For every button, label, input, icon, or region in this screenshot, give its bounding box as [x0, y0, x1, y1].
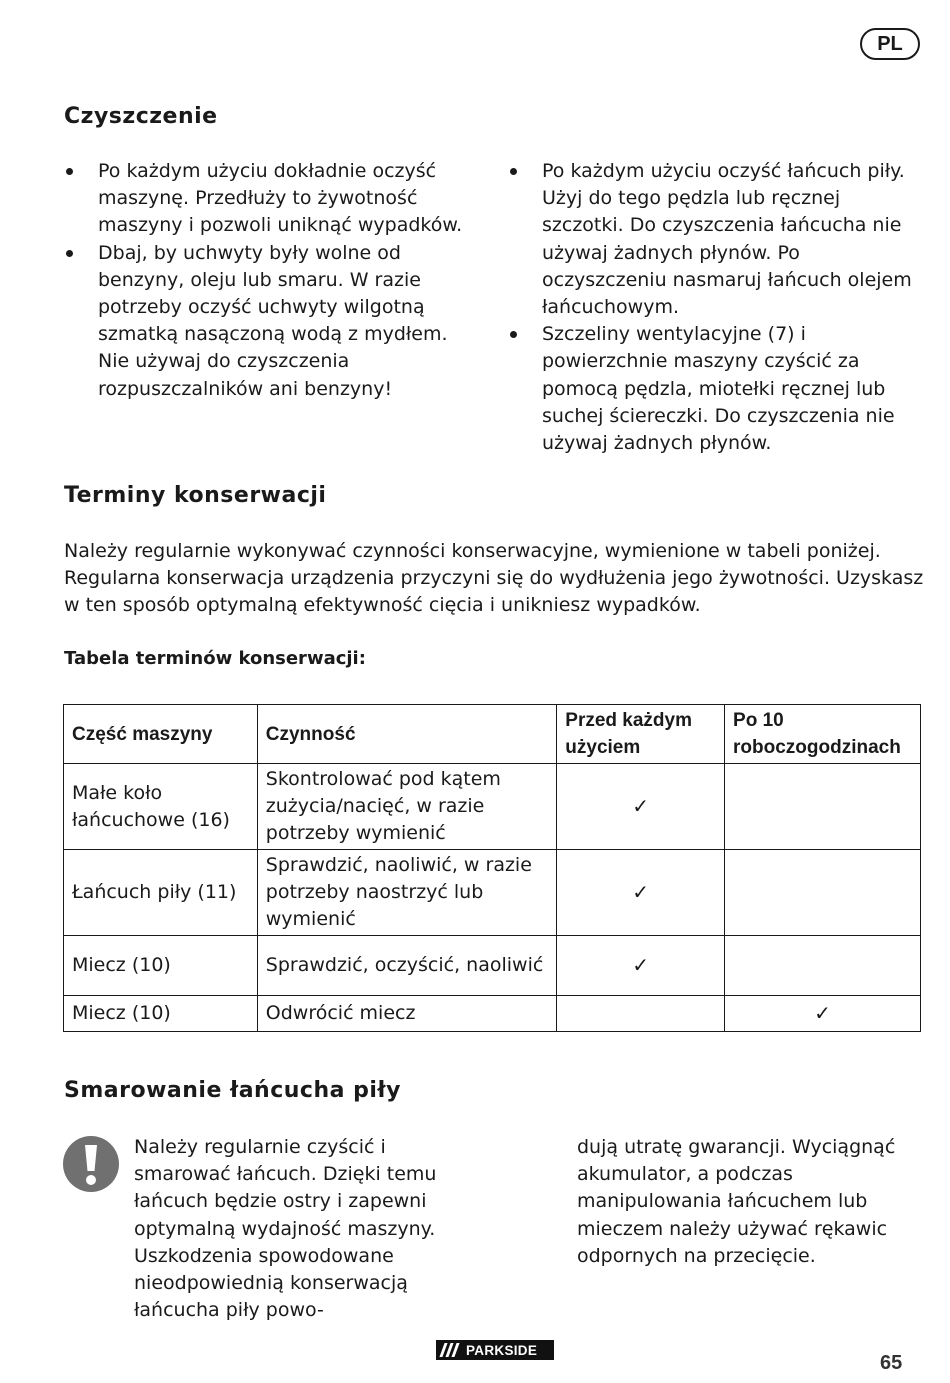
list-item: Dbaj, by uchwyty były wolne od benzyny, oleju lub smaru. W razie potrzeby oczyść uchwyty wilgotną szmatką nasączoną wodą z mydłem. Nie używaj do czyszczenia rozpuszczalników ani benzyny! [64, 240, 476, 403]
section-title-maintenance: Terminy konserwacji [64, 483, 327, 508]
brand-name: PARKSIDE [466, 1342, 538, 1358]
maintenance-intro: Należy regularnie wykonywać czynności konserwacyjne, wymienione w tabeli poniżej. Regularna konserwacja urządzenia przyczyni się do wydłużenia jego żywotności. Uzyskasz w ten sposób optymalną efektywność cięcia i unikniesz wypadków. [64, 540, 924, 617]
maintenance-table [63, 704, 921, 1032]
list-item: Po każdym użyciu oczyść łańcuch piły. Użyj do tego pędzla lub ręcznej szczotki. Do czyszczenia łańcucha nie używaj żadnych płynów. Po oczyszczeniu nasmaruj łańcuch olejem łańcuchowym. [508, 158, 924, 321]
table-cell-check: ✓ [725, 996, 921, 1032]
table-row [64, 996, 921, 1032]
table-cell-check: ✓ [557, 936, 725, 996]
table-cell-part: Miecz (10) [64, 936, 258, 996]
table-cell-action: Skontrolować pod kątem zużycia/nacięć, w razie potrzeby wymienić [257, 764, 557, 850]
table-header-cell: Część maszyny [64, 705, 258, 764]
table-cell-action: Sprawdzić, naoliwić, w razie potrzeby naostrzyć lub wymienić [257, 850, 557, 936]
table-row [64, 936, 921, 996]
section-title-lubrication: Smarowanie łańcucha piły [64, 1078, 401, 1103]
list-item: Po każdym użyciu dokładnie oczyść maszynę. Przedłuży to żywotność maszyny i pozwoli uniknąć wypadków. [64, 158, 476, 240]
language-badge: PL [860, 28, 920, 60]
lubrication-right-text: dują utratę gwarancji. Wyciągnąć akumulator, a podczas manipulowania łańcuchem lub mieczem należy używać rękawic odpornych na przecięcie. [577, 1136, 896, 1267]
table-cell-part: Łańcuch piły (11) [64, 850, 258, 936]
table-cell-check: ✓ [557, 850, 725, 936]
table-cell-check [725, 936, 921, 996]
lubrication-left-text: Należy regularnie czyścić i smarować łańcuch. Dzięki temu łańcuch będzie ostry i zapewni optymalną wydajność maszyny. Uszkodzenia spowodowane nieodpowiednią konserwacją łańcucha piły powo- [134, 1136, 437, 1322]
table-header-row [64, 705, 921, 764]
table-title: Tabela terminów konserwacji: [64, 648, 366, 669]
page-number: 65 [880, 1352, 903, 1374]
table-header-cell: Po 10 roboczogodzinach [725, 705, 921, 764]
table-header-cell: Przed każdym użyciem [557, 705, 725, 764]
table-cell-part: Małe koło łańcuchowe (16) [64, 764, 258, 850]
table-row [64, 764, 921, 850]
cleaning-left-column [64, 158, 476, 403]
table-cell-check [725, 850, 921, 936]
exclamation-warning-icon [63, 1136, 119, 1192]
table-cell-check [725, 764, 921, 850]
table-cell-part: Miecz (10) [64, 996, 258, 1032]
list-item: Szczeliny wentylacyjne (7) i powierzchnie maszyny czyścić za pomocą pędzla, miotełki ręcznej lub suchej ściereczki. Do czyszczenia nie używaj żadnych płynów. [508, 321, 924, 457]
table-cell-action: Odwrócić miecz [257, 996, 557, 1032]
cleaning-right-column [508, 158, 924, 457]
table-cell-check [557, 996, 725, 1032]
table-row [64, 850, 921, 936]
table-cell-check: ✓ [557, 764, 725, 850]
table-header-cell: Czynność [257, 705, 557, 764]
table-cell-action: Sprawdzić, oczyścić, naoliwić [257, 936, 557, 996]
section-title-cleaning: Czyszczenie [64, 104, 218, 129]
parkside-logo [436, 1340, 554, 1360]
logo-stripes-icon [436, 1340, 464, 1360]
